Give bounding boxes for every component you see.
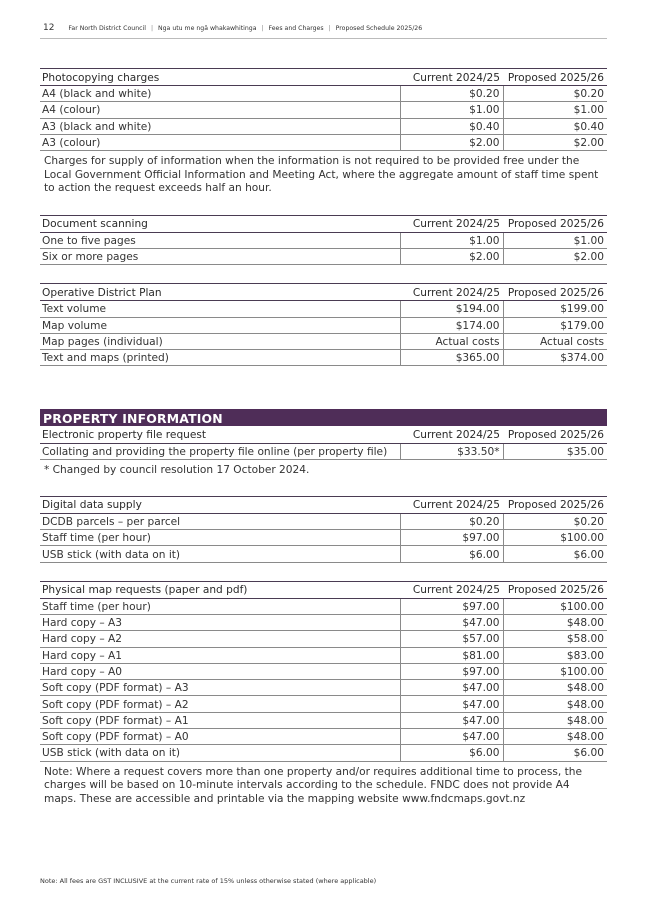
header-separator: | <box>261 25 264 32</box>
header-schedule: Proposed Schedule 2025/26 <box>335 25 423 32</box>
item-cell: Hard copy – A2 <box>40 631 400 647</box>
proposed-fee-cell: $2.00 <box>503 248 607 264</box>
table-header-row <box>40 284 607 301</box>
scanning-table <box>40 215 607 266</box>
current-fee-cell: $81.00 <box>400 647 503 663</box>
map-requests-note: Note: Where a request covers more than one property and/or requires additional time to process, the charges will be based on 10-minute intervals according to the schedule. FNDC does not provide A4 maps. These are accessible and printable via the mapping website www.fndcmaps.govt.nz <box>44 765 582 805</box>
current-fee-cell: $33.50* <box>400 443 503 459</box>
item-cell: A3 (black and white) <box>40 118 400 134</box>
item-cell: Soft copy (PDF format) – A1 <box>40 712 400 728</box>
table-row <box>40 598 607 614</box>
header-separator: | <box>150 25 154 32</box>
table-row <box>40 729 607 745</box>
current-fee-cell: $1.00 <box>400 232 503 248</box>
current-fee-cell: $57.00 <box>400 631 503 647</box>
proposed-fee-cell: $6.00 <box>503 745 607 761</box>
digital-data-table <box>40 496 607 563</box>
current-fee-cell: Actual costs <box>400 333 503 349</box>
table-title: Physical map requests (paper and pdf) <box>40 581 400 598</box>
table-row <box>40 118 607 134</box>
table-row <box>40 317 607 333</box>
proposed-fee-cell: $35.00 <box>503 443 607 459</box>
column-header-current: Current 2024/25 <box>400 581 503 598</box>
current-fee-cell: $97.00 <box>400 598 503 614</box>
proposed-fee-cell: $0.20 <box>503 513 607 529</box>
photocopying-table <box>40 68 607 151</box>
current-fee-cell: $97.00 <box>400 663 503 679</box>
item-cell: Collating and providing the property file online (per property file) <box>40 443 400 459</box>
current-fee-cell: $2.00 <box>400 248 503 264</box>
table-row <box>40 530 607 546</box>
table-title: Digital data supply <box>40 496 400 513</box>
column-header-current: Current 2024/25 <box>400 284 503 301</box>
table-row <box>40 680 607 696</box>
property-file-note: * Changed by council resolution 17 October 2024. <box>44 464 310 477</box>
proposed-fee-cell: $48.00 <box>503 712 607 728</box>
current-fee-cell: $97.00 <box>400 530 503 546</box>
page-footer-note: Note: All fees are GST INCLUSIVE at the current rate of 15% unless otherwise stated (where applicable) <box>40 877 377 885</box>
item-cell: Hard copy – A3 <box>40 614 400 630</box>
current-fee-cell: $0.20 <box>400 513 503 529</box>
table-row <box>40 301 607 317</box>
table-row <box>40 134 607 150</box>
current-fee-cell: $174.00 <box>400 317 503 333</box>
table-row <box>40 614 607 630</box>
current-fee-cell: $47.00 <box>400 614 503 630</box>
proposed-fee-cell: $2.00 <box>503 134 607 150</box>
table-row <box>40 631 607 647</box>
photocopying-note: Charges for supply of information when the information is not required to be provided free under the Local Government Official Information and Meeting Act, where the aggregate amount of staff time spent to action the request exceeds half an hour. <box>44 155 599 195</box>
column-header-proposed: Proposed 2025/26 <box>503 215 607 232</box>
proposed-fee-cell: $1.00 <box>503 232 607 248</box>
table-row <box>40 248 607 264</box>
item-cell: One to five pages <box>40 232 400 248</box>
table-header-row <box>40 426 607 443</box>
proposed-fee-cell: $374.00 <box>503 350 607 366</box>
item-cell: Staff time (per hour) <box>40 530 400 546</box>
item-cell: Map pages (individual) <box>40 333 400 349</box>
item-cell: Hard copy – A1 <box>40 647 400 663</box>
table-title: Document scanning <box>40 215 400 232</box>
item-cell: USB stick (with data on it) <box>40 546 400 562</box>
header-tagline: Nga utu me ngā whakawhitinga <box>158 25 257 32</box>
item-cell: Soft copy (PDF format) – A0 <box>40 729 400 745</box>
current-fee-cell: $0.20 <box>400 86 503 102</box>
proposed-fee-cell: $0.40 <box>503 118 607 134</box>
proposed-fee-cell: $1.00 <box>503 102 607 118</box>
proposed-fee-cell: $83.00 <box>503 647 607 663</box>
column-header-proposed: Proposed 2025/26 <box>503 426 607 443</box>
property-file-table <box>40 426 607 460</box>
page-content <box>40 68 607 806</box>
column-header-proposed: Proposed 2025/26 <box>503 69 607 86</box>
current-fee-cell: $6.00 <box>400 546 503 562</box>
item-cell: A3 (colour) <box>40 134 400 150</box>
proposed-fee-cell: $100.00 <box>503 598 607 614</box>
table-row <box>40 663 607 679</box>
item-cell: A4 (colour) <box>40 102 400 118</box>
current-fee-cell: $2.00 <box>400 134 503 150</box>
column-header-current: Current 2024/25 <box>400 215 503 232</box>
section-heading-property-information: PROPERTY INFORMATION <box>40 409 607 426</box>
proposed-fee-cell: $6.00 <box>503 546 607 562</box>
item-cell: Hard copy – A0 <box>40 663 400 679</box>
current-fee-cell: $47.00 <box>400 712 503 728</box>
column-header-proposed: Proposed 2025/26 <box>503 284 607 301</box>
header-section: Fees and Charges <box>268 25 324 32</box>
current-fee-cell: $365.00 <box>400 350 503 366</box>
item-cell: Text volume <box>40 301 400 317</box>
table-header-row <box>40 69 607 86</box>
table-row <box>40 86 607 102</box>
table-row <box>40 696 607 712</box>
current-fee-cell: $194.00 <box>400 301 503 317</box>
current-fee-cell: $0.40 <box>400 118 503 134</box>
table-row <box>40 513 607 529</box>
item-cell: DCDB parcels – per parcel <box>40 513 400 529</box>
proposed-fee-cell: $0.20 <box>503 86 607 102</box>
column-header-current: Current 2024/25 <box>400 496 503 513</box>
table-row <box>40 647 607 663</box>
table-header-row <box>40 496 607 513</box>
table-title: Operative District Plan <box>40 284 400 301</box>
proposed-fee-cell: $58.00 <box>503 631 607 647</box>
table-title: Photocopying charges <box>40 69 400 86</box>
proposed-fee-cell: Actual costs <box>503 333 607 349</box>
column-header-current: Current 2024/25 <box>400 69 503 86</box>
header-separator: | <box>328 25 331 32</box>
item-cell: Staff time (per hour) <box>40 598 400 614</box>
item-cell: Soft copy (PDF format) – A2 <box>40 696 400 712</box>
map-requests-table <box>40 581 607 762</box>
header-divider <box>40 38 607 39</box>
proposed-fee-cell: $48.00 <box>503 696 607 712</box>
current-fee-cell: $47.00 <box>400 696 503 712</box>
current-fee-cell: $6.00 <box>400 745 503 761</box>
item-cell: Soft copy (PDF format) – A3 <box>40 680 400 696</box>
page-number: 12 <box>43 23 55 33</box>
current-fee-cell: $47.00 <box>400 680 503 696</box>
proposed-fee-cell: $48.00 <box>503 614 607 630</box>
proposed-fee-cell: $100.00 <box>503 663 607 679</box>
proposed-fee-cell: $199.00 <box>503 301 607 317</box>
page-header <box>43 23 422 33</box>
proposed-fee-cell: $48.00 <box>503 680 607 696</box>
table-row <box>40 712 607 728</box>
council-name: Far North District Council <box>68 25 146 32</box>
item-cell: A4 (black and white) <box>40 86 400 102</box>
table-row <box>40 102 607 118</box>
table-header-row <box>40 581 607 598</box>
proposed-fee-cell: $179.00 <box>503 317 607 333</box>
item-cell: USB stick (with data on it) <box>40 745 400 761</box>
table-title: Electronic property file request <box>40 426 400 443</box>
table-row <box>40 333 607 349</box>
column-header-proposed: Proposed 2025/26 <box>503 581 607 598</box>
table-header-row <box>40 215 607 232</box>
table-row <box>40 745 607 761</box>
item-cell: Six or more pages <box>40 248 400 264</box>
district-plan-table <box>40 283 607 366</box>
table-row <box>40 350 607 366</box>
column-header-proposed: Proposed 2025/26 <box>503 496 607 513</box>
proposed-fee-cell: $100.00 <box>503 530 607 546</box>
column-header-current: Current 2024/25 <box>400 426 503 443</box>
current-fee-cell: $47.00 <box>400 729 503 745</box>
item-cell: Map volume <box>40 317 400 333</box>
table-row <box>40 443 607 459</box>
item-cell: Text and maps (printed) <box>40 350 400 366</box>
proposed-fee-cell: $48.00 <box>503 729 607 745</box>
current-fee-cell: $1.00 <box>400 102 503 118</box>
table-row <box>40 232 607 248</box>
table-row <box>40 546 607 562</box>
